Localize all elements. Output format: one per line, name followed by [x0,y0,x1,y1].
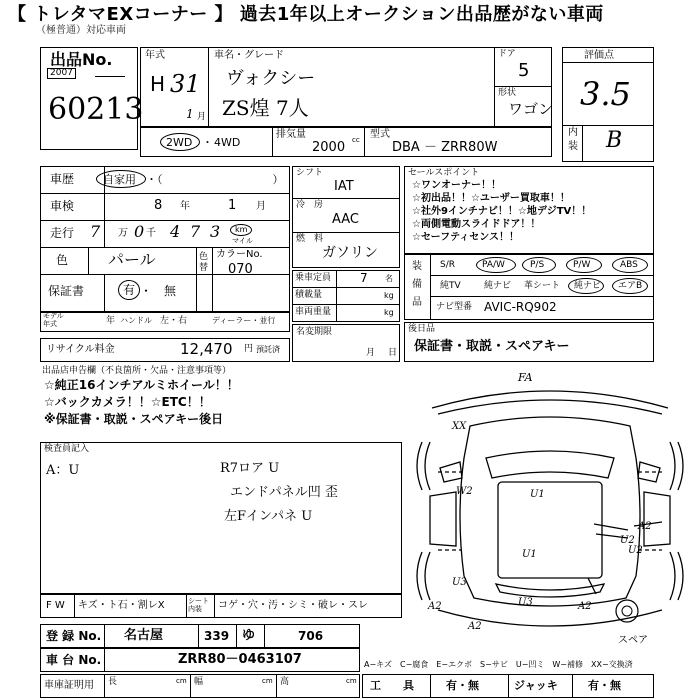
load-unit: kg [384,291,394,300]
mileage-d2: 0 [134,222,145,241]
equip-pw: P/W [573,260,591,270]
diagram-mark-w2: W2 [456,486,473,497]
mileage-d1: 7 [90,222,101,241]
sales-point-4: ☆両側電動スライドドア！！ [412,219,541,230]
equip-airbag: エアB [618,281,643,291]
registration-kana: ゆ [242,628,256,643]
diagram-mark-a2d: A2 [578,601,592,612]
model-code-label: 型式 [370,129,390,140]
sales-points-label: セールスポイント [408,168,480,178]
lot-number: 60213 [48,92,144,127]
inspector-line-1: R7ロア U [220,461,280,476]
model-year-unit: 年 [106,316,116,326]
tools-value: 有・無 [446,679,479,692]
inspector-left: A：U [46,463,80,478]
car-grade: ZS煌 7人 [222,96,309,120]
color-code: 070 [228,262,253,277]
registration-num1: 339 [204,629,230,643]
cert-label: 車庫証明用 [44,680,94,691]
accessories-label: 後日品 [408,324,436,334]
equip-leather: 革シート [524,281,561,291]
navi-value: AVIC-RQ902 [484,300,557,314]
interior-label-top: 内 [568,127,578,138]
car-model: ヴォクシー [226,68,316,89]
door-label: ドア [498,49,516,59]
interior-value: B [606,128,623,153]
inspector-line-2: エンドパネル凹 歪 [230,485,338,500]
sales-point-5: ☆セーフティセンス！！ [412,232,519,243]
ac-value: AAC [332,212,359,227]
dealer-label: ディーラー・並行 [212,316,276,325]
sales-point-1: ☆ワンオーナー！！ [412,180,501,191]
cert-height-unit: cm [346,677,357,685]
equipment-label-3: 品 [412,297,422,308]
sales-point-2: ☆初出品！！☆ユーザー買取車！！ [412,193,570,204]
mileage-d4: 7 [190,222,201,241]
name-change-month: 月 [366,348,376,358]
drive-4wd: 4WD [214,136,241,149]
navi-label: ナビ型番 [436,302,473,312]
car-damage-diagram [400,366,700,648]
diagram-front: FA [518,371,533,384]
registration-city: 名古屋 [124,628,164,643]
recycle-note: 預託済 [256,345,280,354]
note-1: ☆純正16インチアルミホイール！！ [44,378,239,392]
mileage-label: 走行 [50,226,75,240]
shape-value: ワゴン [508,100,554,118]
equipment-label-1: 装 [412,261,422,272]
cert-width: 幅 [194,677,204,687]
lot-label: 出品No. [50,50,113,69]
displacement-unit: cc [352,136,360,144]
diagram-mark-u2b: U2 [628,545,643,556]
color-swap-label: 色替 [199,252,209,273]
cert-height: 高 [280,677,290,687]
equipment-label-2: 備 [412,279,422,290]
inspector-label: 検査員記入 [44,444,90,454]
warranty-value: 有 [123,283,136,297]
interior-marks: キズ・ト石・割レX [78,600,165,611]
history-label: 車歴 [50,172,75,186]
year-era: H [150,72,166,96]
mileage-mile: マイル [232,237,253,245]
warranty-label: 保証書 [48,284,85,298]
diagram-mark-a2a: A2 [428,601,442,612]
warranty-rest: ・ 無 [140,284,177,298]
header-subtitle: （極普通）対応車両 [36,25,126,36]
ac-label: 冷 房 [296,200,324,210]
inspection-month: 1 [228,198,237,213]
equip-navi2: 純ナビ [574,281,602,291]
note-2: ☆バックカメラ！！☆ETC！！ [44,395,211,409]
capacity-value: 7 [360,271,368,285]
recycle-label: リサイクル料金 [46,344,115,355]
fuel-value: ガソリン [322,245,378,261]
registration-label: 登 録 No. [46,629,102,643]
equip-paw: PA/W [482,260,505,270]
chassis-label: 車 台 No. [46,653,102,667]
interior-label-bottom: 装 [568,141,578,152]
equip-abs: ABS [620,260,638,270]
diagram-mark-u3b: U3 [518,597,533,608]
mileage-d3: 4 [170,222,181,241]
model-code-value: DBA － ZRR80W [392,140,498,155]
diagram-mark-u1b: U1 [522,549,537,560]
interior-seat: シート内装 [188,597,209,614]
drive-2wd: 2WD [166,136,193,149]
year-value: 31 [170,70,201,98]
capacity-label: 乗車定員 [295,273,332,283]
inspection-year: 8 [154,198,163,213]
handle-value: 左・右 [160,316,188,326]
inspection-year-unit: 年 [180,201,190,212]
name-label: 車名・グレード [214,50,284,61]
jack-label: ジャッキ [514,679,558,692]
name-change-label: 名変期限 [296,327,333,337]
mileage-u2: 千 [146,228,156,239]
equip-sr: S/R [440,260,455,270]
history-rest: ・（ ） [146,173,284,186]
cert-length: 長 [108,677,118,687]
spare-label: スペア [618,635,648,646]
recycle-value: 12,470 [180,340,233,358]
lot-stamp: 2007 [47,68,76,79]
weight-unit: kg [384,308,394,317]
mileage-d5: 3 [210,222,221,241]
door-value: 5 [518,60,530,81]
capacity-unit: 名 [385,274,393,283]
diagram-mark-a2c: A2 [638,521,652,532]
diagram-mark-a2b: A2 [468,621,482,632]
shape-label: 形状 [498,88,517,98]
drive-sep: ・ [202,136,213,149]
load-label: 積載量 [295,290,323,300]
equip-ps: P/S [530,260,545,270]
jack-value: 有・無 [588,679,621,692]
color-value: パール [108,250,156,269]
inspector-line-3: 左Fインパネ U [224,509,313,524]
tools-label: 工 具 [370,679,414,692]
equip-navi: 純ナビ [484,281,512,291]
registration-num2: 706 [298,629,324,643]
year-month: 1 [186,107,194,121]
weight-label: 車両重量 [295,307,332,317]
recycle-unit: 円 [244,344,254,354]
note-3: ※保証書・取説・スペアキー後日 [44,412,224,426]
handle-label: ハンドル [120,316,152,325]
chassis-value: ZRR80－0463107 [178,652,302,667]
notes-label: 出品店申告欄（不良箇所・欠品・注意事項等） [42,366,232,376]
score-value: 3.5 [580,75,631,113]
shift-value: IAT [334,179,354,194]
header-title: 【 トレタマEXコーナー 】 過去1年以上オークション出品歴がない車両 [8,4,604,25]
sales-point-3: ☆社外9インチナビ！！☆地デジTV！！ [412,206,592,217]
displacement-value: 2000 [312,140,346,155]
color-label: 色 [56,253,69,267]
fuel-label: 燃 料 [296,234,324,244]
model-year-label: モデル年式 [43,312,64,328]
equip-tv: 純TV [440,281,461,291]
cert-length-unit: cm [176,677,187,685]
diagram-mark-u3a: U3 [452,577,467,588]
interior-fw: F W [46,600,65,611]
diagram-mark-u2a: U2 [620,535,635,546]
shift-label: シフト [296,168,324,178]
score-label: 評価点 [584,50,614,61]
color-code-label: カラーNo. [216,249,263,260]
spare-tire-icon [614,598,640,624]
diagram-mark-u1a: U1 [530,489,545,500]
legend: A−キズ C−腐食 E−エクボ S−サビ U−凹ミ W−補修 XX−交換済 [364,660,633,669]
mileage-km: km [235,225,248,234]
diagram-mark-xx: XX [452,421,467,432]
displacement-label: 排気量 [276,129,306,140]
mileage-u1: 万 [118,228,128,239]
year-month-unit: 月 [197,112,207,122]
inspection-label: 車検 [50,199,75,213]
name-change-day: 日 [388,348,398,358]
history-value: 自家用 [103,173,136,186]
accessories-value: 保証書・取説・スペアキー [414,339,570,354]
inspection-month-unit: 月 [256,201,266,212]
cert-width-unit: cm [262,677,273,685]
interior-rest: コゲ・穴・汚・シミ・破レ・スレ [218,600,368,611]
year-label: 年式 [145,50,165,61]
